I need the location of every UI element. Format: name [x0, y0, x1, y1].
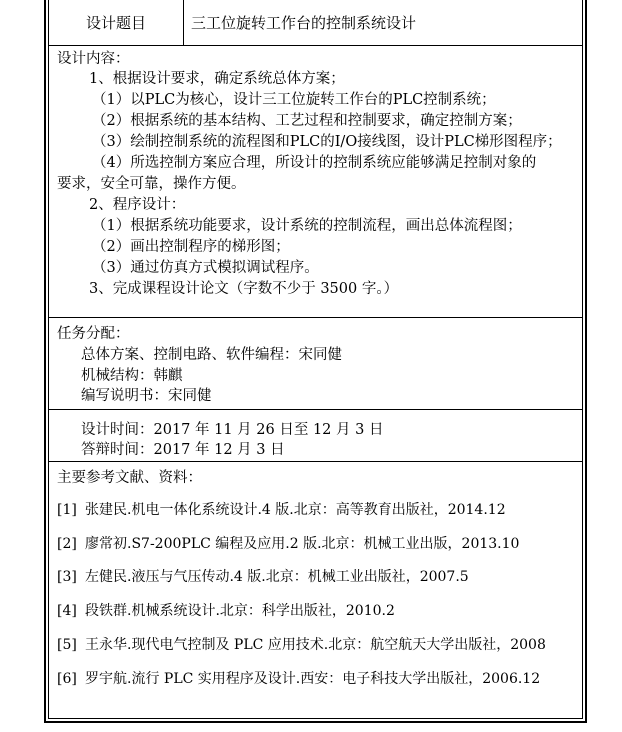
content-line: （2）画出控制程序的梯形图；: [92, 239, 290, 255]
defense-time: 答辩时间：2017 年 12 月 3 日: [81, 442, 285, 458]
title-row: [49, 0, 582, 46]
content-line: 要求，安全可靠，操作方便。: [57, 176, 246, 192]
form-table: [48, 0, 583, 719]
task-line: 机械结构：韩麒: [81, 368, 183, 384]
design-topic-value: 三工位旋转工作台的控制系统设计: [191, 14, 417, 32]
content-line: （4）所选控制方案应合理，所设计的控制系统应能够满足控制对象的: [92, 155, 537, 171]
task-line: 总体方案、控制电路、软件编程：宋同健: [81, 347, 342, 363]
content-line: （2）根据系统的基本结构、工艺过程和控制要求，确定控制方案；: [92, 113, 522, 129]
reference-text: 段铁群.机械系统设计.北京：科学出版社，2010.2: [85, 603, 395, 619]
content-line: 3、完成课程设计论文（字数不少于 3500 字。）: [89, 281, 399, 297]
design-time: 设计时间：2017 年 11 月 26 日至 12 月 3 日: [81, 422, 384, 438]
content-line: 2、程序设计：: [89, 197, 186, 213]
reference-number: [3]: [57, 569, 77, 585]
reference-item: [57, 604, 395, 618]
content-line: （3）通过仿真方式模拟调试程序。: [92, 260, 319, 276]
reference-item: [57, 638, 546, 652]
content-line: 1、根据设计要求，确定系统总体方案；: [89, 71, 345, 87]
task-assignment-section: [49, 318, 582, 410]
reference-number: [5]: [57, 637, 77, 653]
references-section: [49, 462, 582, 722]
design-content-section: [49, 46, 582, 318]
reference-number: [2]: [57, 536, 77, 552]
form-frame: [44, 0, 587, 723]
reference-number: [4]: [57, 603, 77, 619]
reference-item: [57, 503, 506, 517]
reference-text: 王永华.现代电气控制及 PLC 应用技术.北京：航空航天大学出版社，2008: [85, 637, 546, 653]
reference-text: 罗宇航.流行 PLC 实用程序及设计.西安：电子科技大学出版社，2006.12: [85, 671, 541, 687]
reference-item: [57, 672, 540, 686]
reference-item: [57, 537, 519, 551]
reference-text: 左健民.液压与气压传动.4 版.北京：机械工业出版社，2007.5: [85, 569, 469, 585]
content-line: （1）根据系统功能要求，设计系统的控制流程，画出总体流程图；: [92, 218, 522, 234]
reference-text: 张建民.机电一体化系统设计.4 版.北京：高等教育出版社，2014.12: [85, 502, 506, 518]
reference-item: [57, 570, 469, 584]
content-heading: 设计内容：: [57, 51, 130, 67]
task-heading: 任务分配：: [57, 326, 130, 342]
design-topic-label: 设计题目: [49, 0, 184, 45]
references-heading: 主要参考文献、资料：: [57, 470, 202, 486]
reference-text: 廖常初.S7-200PLC 编程及应用.2 版.北京：机械工业出版，2013.10: [85, 536, 520, 552]
reference-number: [6]: [57, 671, 77, 687]
content-line: （1）以PLC为核心，设计三工位旋转工作台的PLC控制系统；: [92, 92, 496, 108]
schedule-section: [49, 410, 582, 462]
content-line: （3）绘制控制系统的流程图和PLC的I/O接线图，设计PLC梯形图程序；: [92, 134, 562, 150]
reference-number: [1]: [57, 502, 77, 518]
task-line: 编写说明书：宋同健: [81, 388, 212, 404]
